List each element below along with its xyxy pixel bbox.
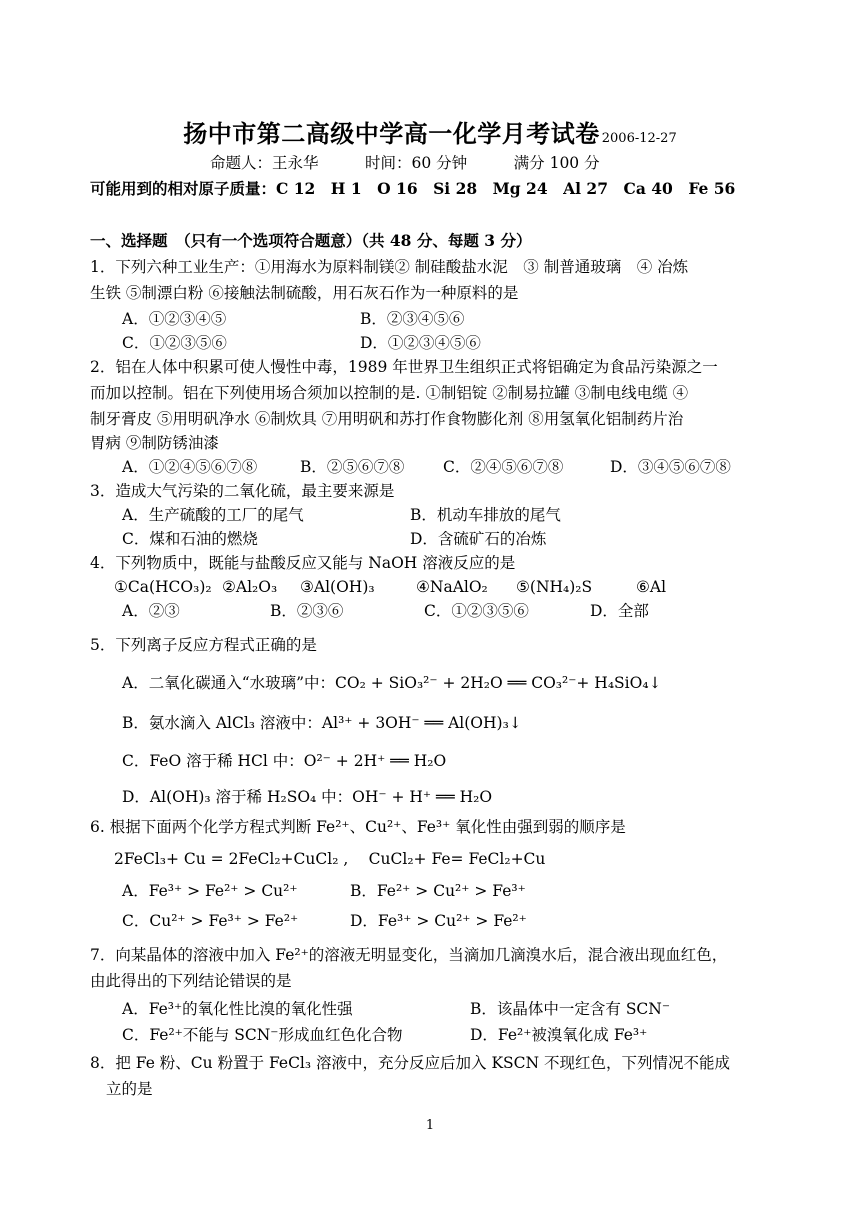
- q6-option-c: C．Cu²⁺ > Fe³⁺ > Fe²⁺: [122, 912, 299, 930]
- q2-option-d: D．③④⑤⑥⑦⑧: [610, 458, 731, 476]
- q8-stem-line1: 8．把 Fe 粉、Cu 粉置于 FeCl₃ 溶液中，充分反应后加入 KSCN 不现红色，下列情况不能成: [90, 1054, 731, 1072]
- q1-option-b: B．②③④⑤⑥: [360, 310, 465, 328]
- q1-option-c: C．①②③⑤⑥: [122, 334, 227, 352]
- q7-stem-line2: 由此得出的下列结论错误的是: [90, 972, 292, 990]
- q5-option-c: C．FeO 溶于稀 HCl 中：O²⁻ + 2H⁺ ══ H₂O: [122, 752, 447, 770]
- q8-stem-line2: 立的是: [106, 1080, 153, 1098]
- q5-option-b: B．氨水滴入 AlCl₃ 溶液中：Al³⁺ + 3OH⁻ ══ Al(OH)₃↓: [122, 714, 522, 732]
- q5-option-d: D．Al(OH)₃ 溶于稀 H₂SO₄ 中：OH⁻ + H⁺ ══ H₂O: [122, 788, 493, 806]
- q6-option-d: D．Fe³⁺ > Cu²⁺ > Fe²⁺: [350, 912, 527, 930]
- q6-option-b: B．Fe²⁺ > Cu²⁺ > Fe³⁺: [350, 882, 526, 900]
- q4-item-2: ②Al₂O₃: [222, 578, 278, 596]
- q1-stem-line2: 生铁 ⑤制漂白粉 ⑥接触法制硫酸，用石灰石作为一种原料的是: [90, 284, 519, 302]
- page-title: [0, 114, 860, 149]
- q4-option-c: C．①②③⑤⑥: [424, 602, 529, 620]
- q4-item-5: ⑤(NH₄)₂S: [516, 578, 593, 596]
- q4-stem: 4．下列物质中，既能与盐酸反应又能与 NaOH 溶液反应的是: [90, 554, 516, 572]
- q3-stem: 3．造成大气污染的二氧化硫，最主要来源是: [90, 482, 395, 500]
- page-number: 1: [425, 1118, 435, 1133]
- q6-option-a: A．Fe³⁺ > Fe²⁺ > Cu²⁺: [122, 882, 298, 900]
- q7-option-b: B．该晶体中一定含有 SCN⁻: [470, 1000, 671, 1018]
- q4-option-d: D．全部: [590, 602, 649, 620]
- q7-stem-line1: 7．向某晶体的溶液中加入 Fe²⁺的溶液无明显变化，当滴加几滴溴水后，混合液出现血红色，: [90, 946, 728, 964]
- q5-option-a: A．二氧化碳通入“水玻璃”中：CO₂ + SiO₃²⁻ + 2H₂O ══ CO₃²⁻+ H₄SiO₄↓: [122, 674, 662, 692]
- exam-title: 扬中市第二高级中学高一化学月考试卷: [183, 119, 600, 148]
- q7-option-a: A．Fe³⁺的氧化性比溴的氧化性强: [122, 1000, 353, 1018]
- q3-option-d: D．含硫矿石的冶炼: [410, 530, 547, 548]
- q1-option-d: D．①②③④⑤⑥: [360, 334, 481, 352]
- q4-item-4: ④NaAlO₂: [416, 578, 488, 596]
- exam-date: 2006-12-27: [601, 131, 677, 146]
- q2-option-c: C．②④⑤⑥⑦⑧: [443, 458, 564, 476]
- exam-meta: 命题人：王永华 时间：60 分钟 满分 100 分: [210, 154, 600, 172]
- q4-option-a: A．②③: [122, 602, 180, 620]
- q2-stem-line3: 制牙膏皮 ⑤用明矾净水 ⑥制炊具 ⑦用明矾和苏打作食物膨化剂 ⑧用氢氧化铝制药片治: [90, 410, 684, 428]
- q7-option-d: D．Fe²⁺被溴氧化成 Fe³⁺: [470, 1026, 648, 1044]
- q6-equations: 2FeCl₃+ Cu = 2FeCl₂+CuCl₂ , CuCl₂+ Fe= FeCl₂+Cu: [114, 850, 546, 868]
- atomic-masses: 可能用到的相对原子质量：C 12 H 1 O 16 Si 28 Mg 24 Al 27 Ca 40 Fe 56: [90, 179, 736, 198]
- q7-option-c: C．Fe²⁺不能与 SCN⁻形成血红色化合物: [122, 1026, 403, 1044]
- q4-item-3: ③Al(OH)₃: [300, 578, 375, 596]
- q1-stem-line1: 1．下列六种工业生产：①用海水为原料制镁② 制硅酸盐水泥 ③ 制普通玻璃 ④ 冶炼: [90, 258, 689, 276]
- q4-item-6: ⑥Al: [636, 578, 667, 596]
- q4-option-b: B．②③⑥: [270, 602, 344, 620]
- q1-option-a: A．①②③④⑤: [122, 310, 227, 328]
- q2-option-b: B．②⑤⑥⑦⑧: [300, 458, 405, 476]
- q3-option-a: A．生产硫酸的工厂的尾气: [122, 506, 304, 524]
- q4-item-1: ①Ca(HCO₃)₂: [114, 578, 212, 596]
- section-heading: 一、选择题 （只有一个选项符合题意）（共 48 分、每题 3 分）: [90, 231, 532, 250]
- q2-option-a: A．①②④⑤⑥⑦⑧: [122, 458, 258, 476]
- q2-stem-line1: 2．铝在人体中积累可使人慢性中毒，1989 年世界卫生组织正式将铝确定为食品污染源之一: [90, 358, 718, 376]
- q6-stem: 6. 根据下面两个化学方程式判断 Fe²⁺、Cu²⁺、Fe³⁺ 氧化性由强到弱的顺序是: [90, 818, 626, 836]
- q2-stem-line4: 胃病 ⑨制防锈油漆: [90, 434, 219, 452]
- q2-stem-line2: 而加以控制。铝在下列使用场合须加以控制的是. ①制铝锭 ②制易拉罐 ③制电线电缆 ④: [90, 384, 689, 402]
- q3-option-c: C．煤和石油的燃烧: [122, 530, 258, 548]
- q3-option-b: B．机动车排放的尾气: [410, 506, 561, 524]
- q5-stem: 5．下列离子反应方程式正确的是: [90, 636, 317, 654]
